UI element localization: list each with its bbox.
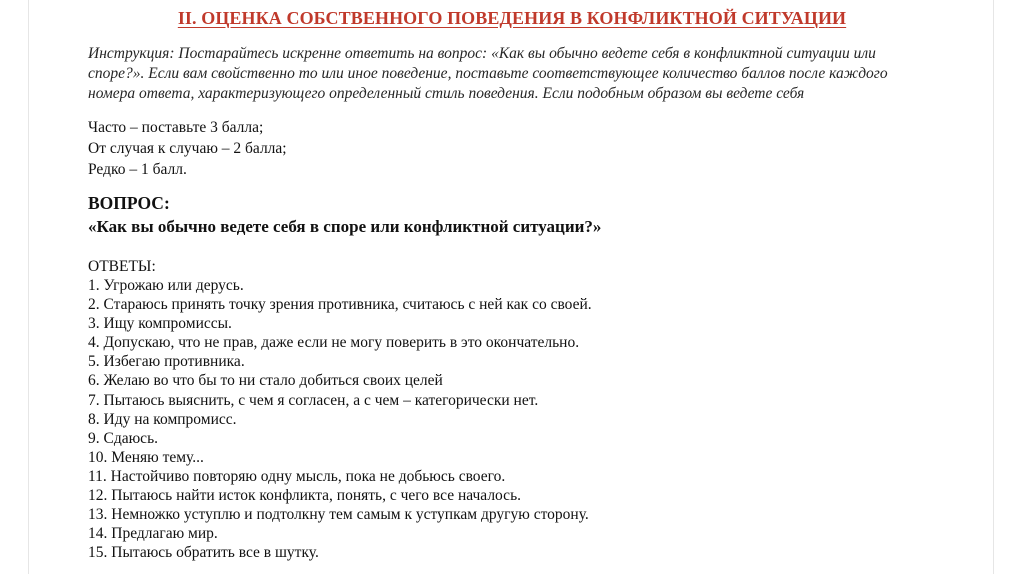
answer-item: 9. Сдаюсь.	[88, 429, 159, 447]
answers-heading: ОТВЕТЫ:	[88, 258, 156, 275]
answer-item: 14. Предлагаю мир.	[88, 525, 218, 543]
score-scale	[88, 117, 287, 180]
score-sometimes: От случая к случаю – 2 балла;	[88, 140, 287, 157]
answers-list	[88, 276, 592, 562]
answer-item: 8. Иду на компромисс.	[88, 410, 237, 428]
answer-item: 13. Немножко уступлю и подтолкну тем самым к уступкам другую сторону.	[88, 506, 589, 524]
answer-item: 4. Допускаю, что не прав, даже если не могу поверить в это окончательно.	[88, 334, 580, 352]
score-often: Часто – поставьте 3 балла;	[88, 119, 264, 136]
answer-item: 6. Желаю во что бы то ни стало добиться своих целей	[88, 372, 443, 390]
answer-item: 2. Стараюсь принять точку зрения противника, считаюсь с ней как со своей.	[88, 296, 592, 314]
instruction-line: номера ответа, характеризующего определенный стиль поведения. Если подобным образом вы ведете себя	[88, 85, 805, 102]
page-edge-left	[28, 0, 29, 574]
answer-item: 11. Настойчиво повторяю одну мысль, пока не добьюсь своего.	[88, 467, 506, 485]
question-text: «Как вы обычно ведете себя в споре или конфликтной ситуации?»	[88, 217, 602, 236]
answer-item: 3. Ищу компромиссы.	[88, 315, 232, 333]
score-rarely: Редко – 1 балл.	[88, 161, 187, 178]
answer-item: 5. Избегаю противника.	[88, 353, 245, 371]
answer-item: 1. Угрожаю или дерусь.	[88, 277, 244, 294]
answer-item: 7. Пытаюсь выяснить, с чем я согласен, а с чем – категорически нет.	[88, 391, 539, 409]
answer-item: 10. Меняю тему...	[88, 448, 204, 466]
instruction-paragraph	[88, 44, 968, 104]
question-heading: ВОПРОС:	[88, 193, 170, 213]
page-edge-right	[993, 0, 994, 574]
instruction-line: споре?». Если вам свойственно то или иное поведение, поставьте соответствующее количество баллов после каждого	[88, 65, 888, 82]
instruction-line: Инструкция: Постарайтесь искренне ответить на вопрос: «Как вы обычно ведете себя в конфликтной ситуации или	[88, 45, 876, 62]
section-title: II. ОЦЕНКА СОБСТВЕННОГО ПОВЕДЕНИЯ В КОНФЛИКТНОЙ СИТУАЦИИ	[177, 8, 847, 28]
answer-item: 12. Пытаюсь найти исток конфликта, понять, с чего все началось.	[88, 487, 522, 505]
answer-item: 15. Пытаюсь обратить все в шутку.	[88, 544, 319, 562]
